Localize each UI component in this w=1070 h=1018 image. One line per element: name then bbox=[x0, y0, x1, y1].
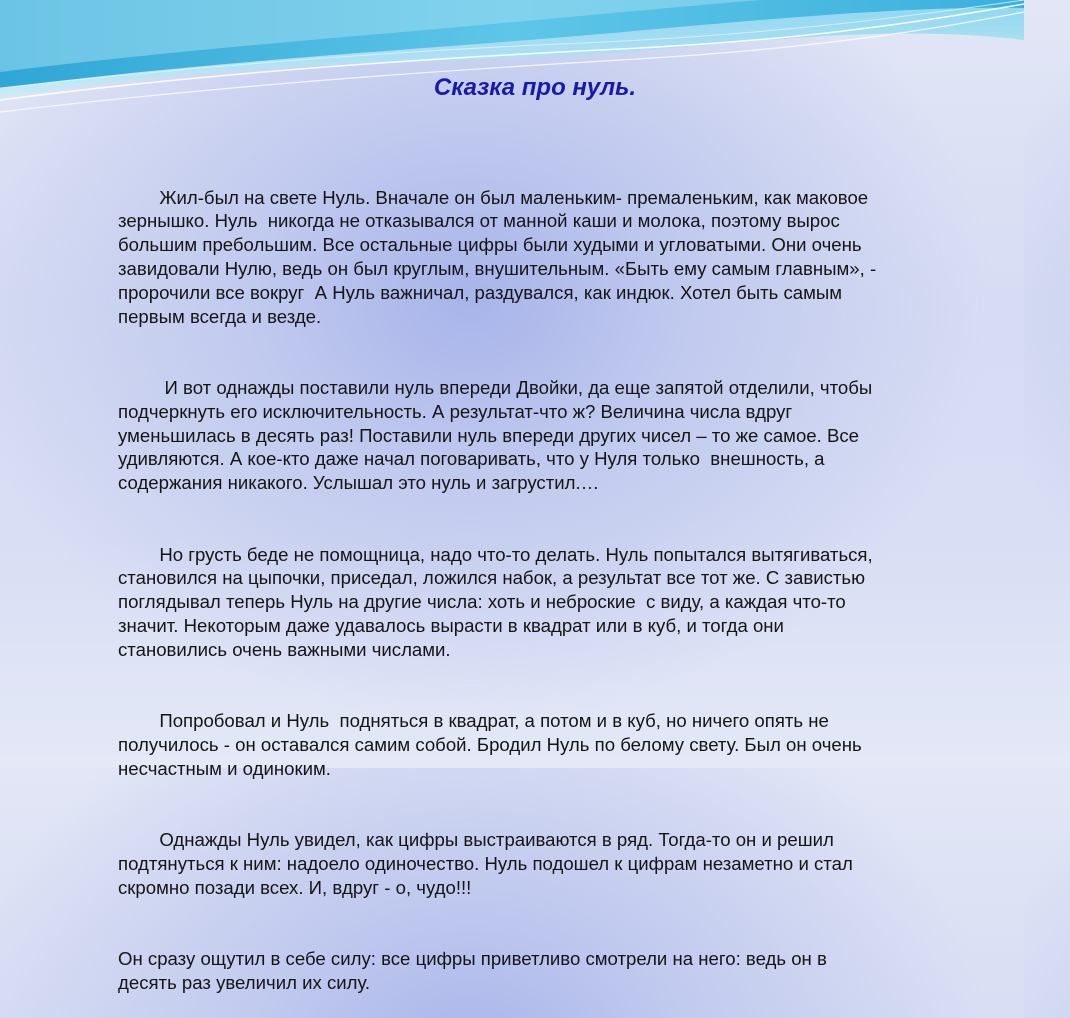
story-paragraph: Жил-был на свете Нуль. Вначале он был маленьким- премаленьким, как маковое зернышко. Нуль никогда не отказывался от манной каши и молока, поэтому вырос большим пребольшим. Все остальные цифры были худыми и угловатыми. Они очень завидовали Нулю, ведь он был круглым, внушительным. «Быть ему самым главным», - пророчили все вокруг А Нуль важничал, раздувался, как индюк. Хотел быть самым первым всегда и везде. bbox=[118, 186, 877, 327]
story-paragraph: И вот однажды поставили нуль впереди Двойки, да еще запятой отделили, чтобы подчеркнуть его исключительность. А результат-что ж? Величина числа вдруг уменьшилась в десять раз! Поставили нуль впереди других чисел – то же самое. Все удивляются. А кое-кто даже начал поговаривать, что у Нуля только внешность, а содержания никакого. Услышал это нуль и загрустил.… bbox=[118, 376, 873, 494]
story-text bbox=[118, 138, 918, 1018]
story-paragraph: Попробовал и Нуль подняться в квадрат, а потом и в куб, но ничего опять не получилось - он оставался самим собой. Бродил Нуль по белому свету. Был он очень несчастным и одиноким. bbox=[118, 710, 862, 779]
story-paragraph: Но грусть беде не помощница, надо что-то делать. Нуль попытался вытягиваться, становился на цыпочки, приседал, ложился набок, а результат все тот же. С завистью поглядывал теперь Нуль на другие числа: хоть и неброские с виду, а каждая что-то значит. Некоторым даже удавалось вырасти в квадрат или в куб, и тогда они становились очень важными числами. bbox=[118, 543, 873, 660]
slide-title: Сказка про нуль. bbox=[433, 74, 637, 101]
decorative-wave-header bbox=[0, 0, 1024, 130]
story-paragraph: Однажды Нуль увидел, как цифры выстраиваются в ряд. Тогда-то он и решил подтянуться к ним: надоело одиночество. Нуль подошел к цифрам незаметно и стал скромно позади всех. И, вдруг - о, чудо!!! bbox=[118, 829, 853, 898]
story-paragraph: Он сразу ощутил в себе силу: все цифры приветливо смотрели на него: ведь он в десять раз увеличил их силу. bbox=[118, 948, 827, 993]
